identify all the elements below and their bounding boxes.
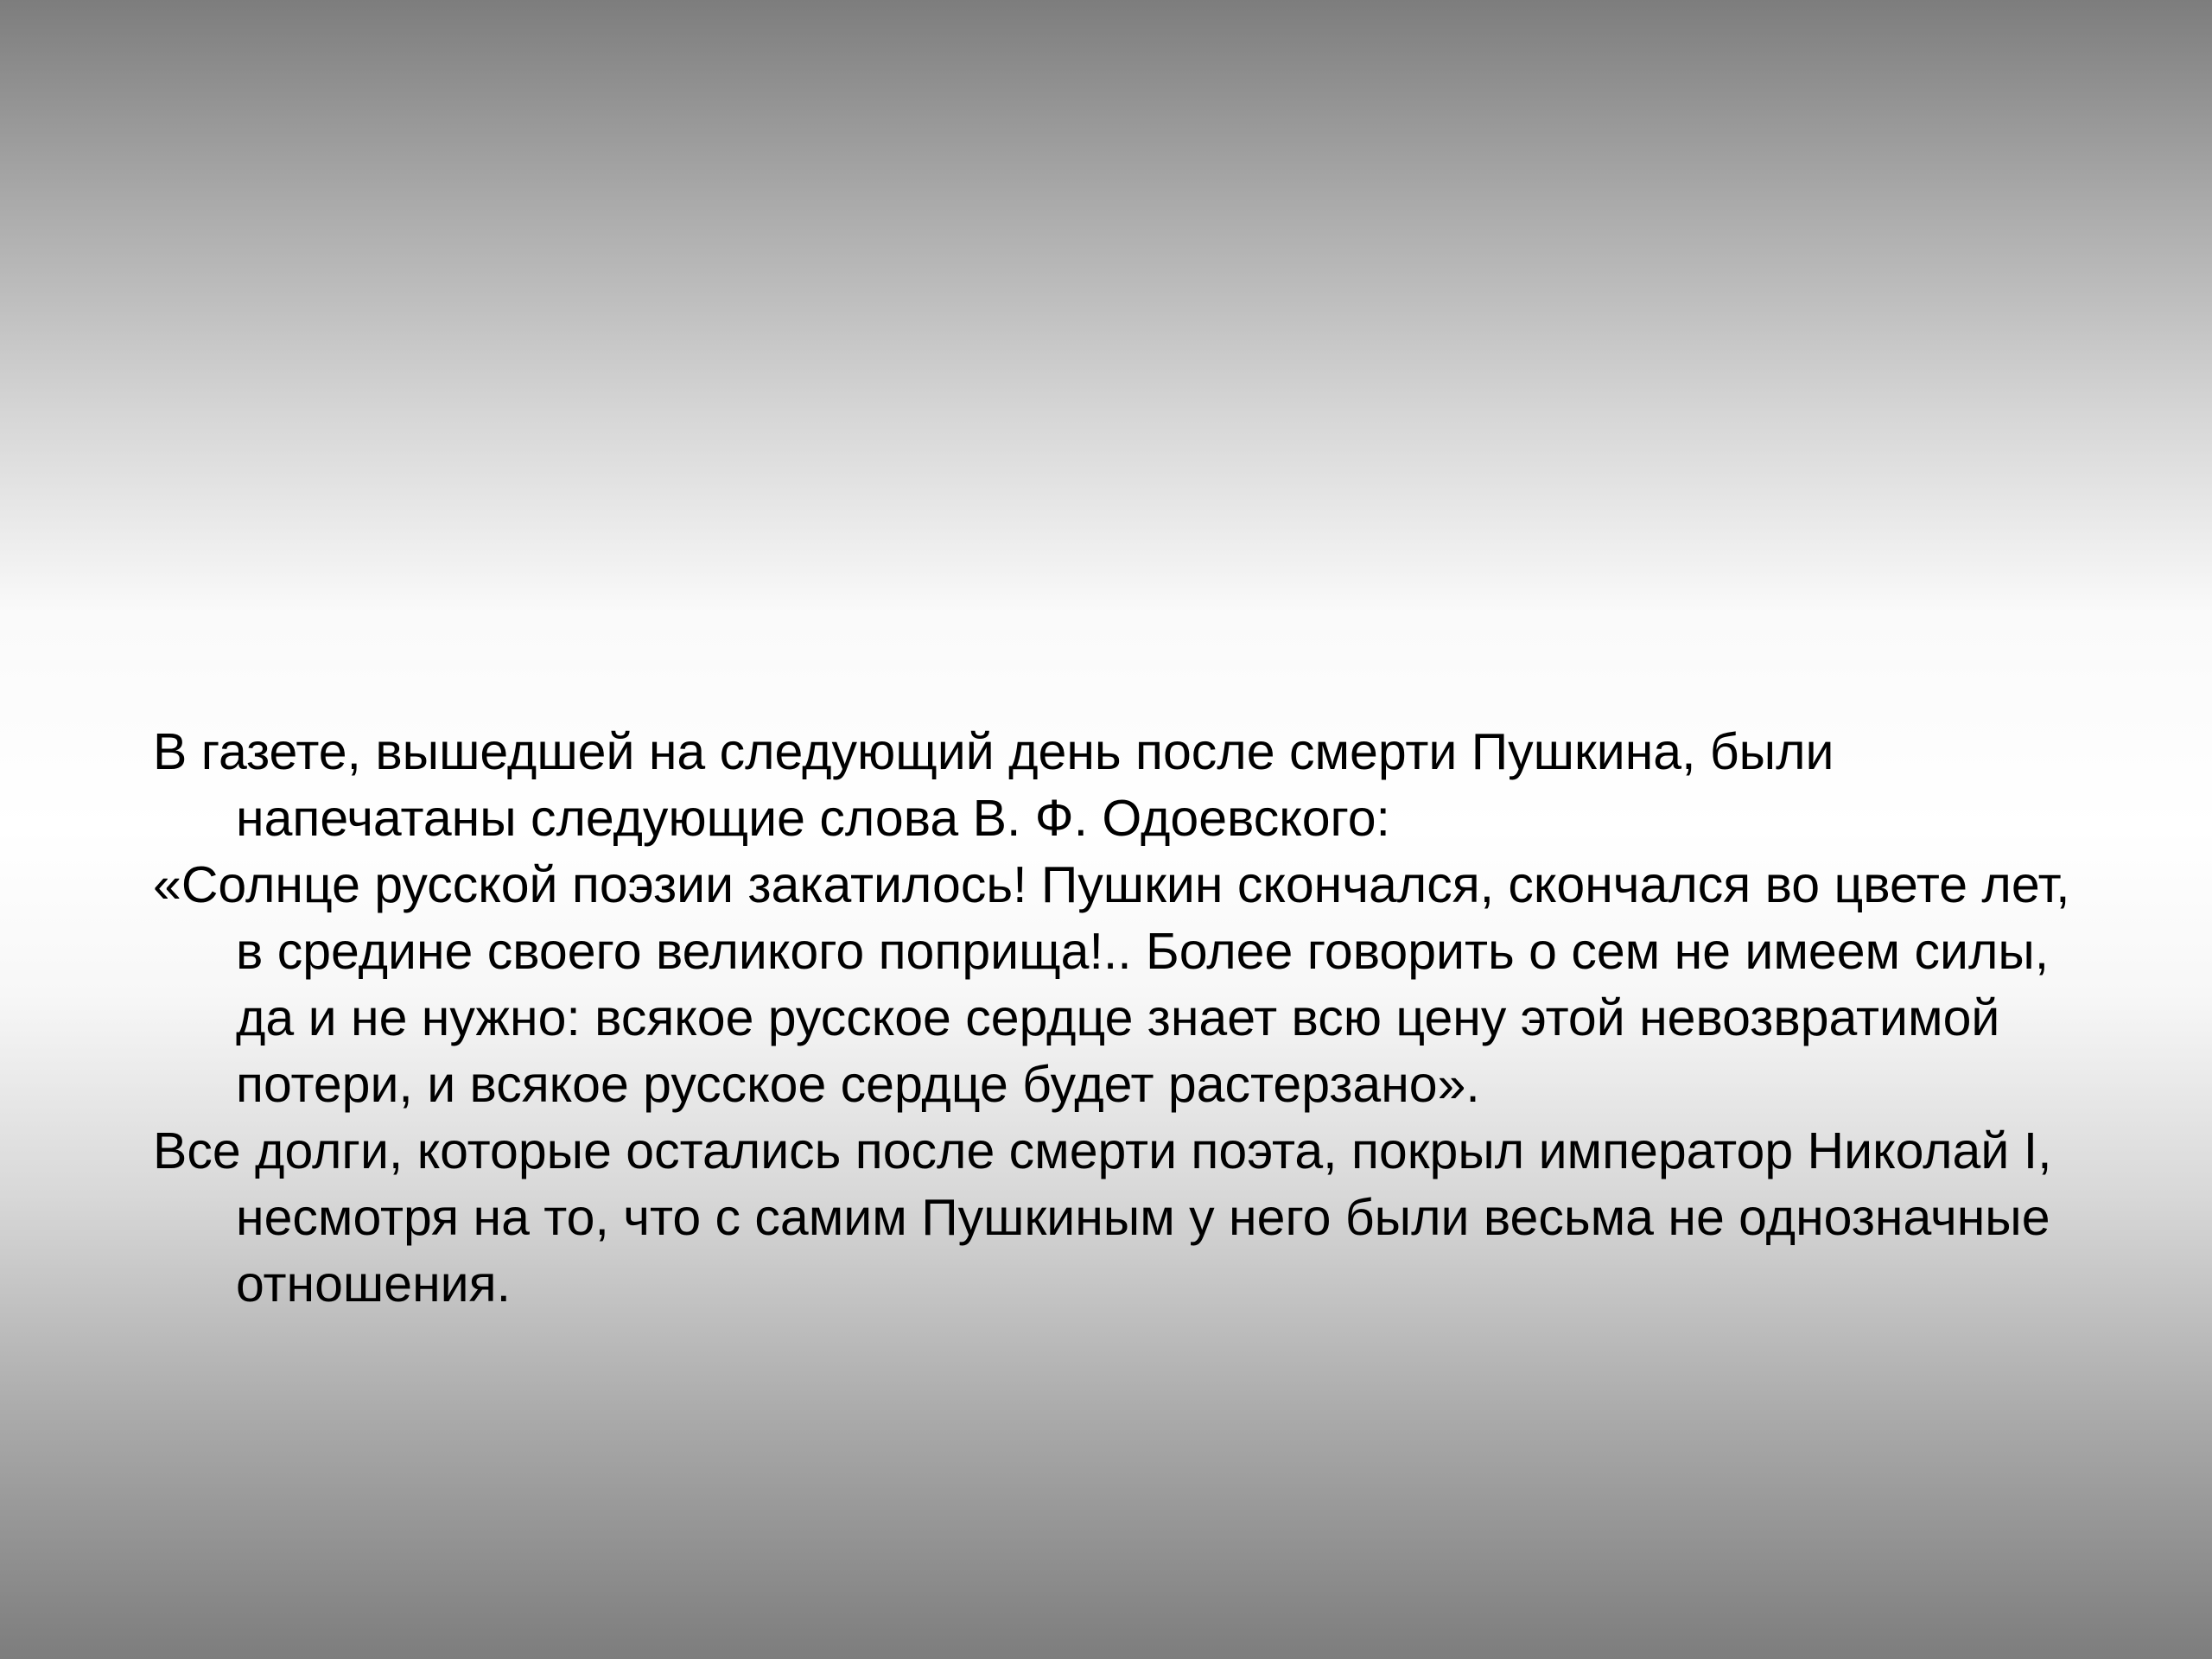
paragraph-odoevsky-quote: «Солнце русской поэзии закатилось! Пушкин скончался, скончался во цвете лет, в средине своего великого поприща!.. Более говорить о сем не имеем силы, да и не нужно: всякое русское сердце знает всю цену этой невозвратимой потери, и всякое русское сердце будет растерзано».	[153, 856, 2070, 1113]
paragraph-debts: Все долги, которые остались после смерти поэта, покрыл император Николай I, несмотря на то, что с самим Пушкиным у него были весьма не однозначные отношения.	[153, 1122, 2052, 1313]
slide-text-body	[153, 719, 2106, 1318]
paragraph-newspaper-intro: В газете, вышедшей на следующий день после смерти Пушкина, были напечатаны следующие слова В. Ф. Одоевского:	[153, 723, 1834, 847]
